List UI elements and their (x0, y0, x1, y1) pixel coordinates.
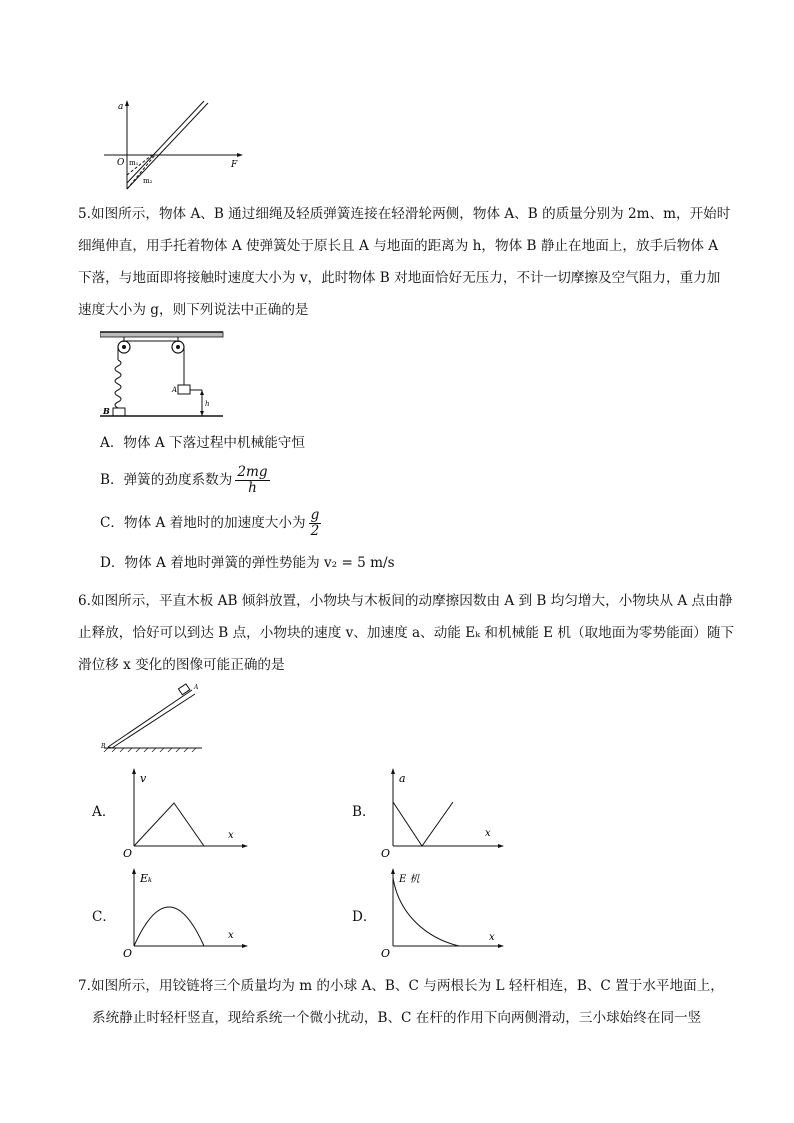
pulley-spring-figure (100, 330, 225, 420)
a-axis-label: a (118, 102, 124, 112)
graph-D-E-x (381, 866, 506, 962)
graph-B-a-x (381, 766, 506, 860)
q5-option-C-text: C．物体 A 着地时的加速度大小为 (100, 515, 306, 531)
q5-option-C (100, 508, 321, 539)
x-axis-label: x (228, 830, 234, 841)
q6-option-B-label: B． (352, 804, 376, 820)
origin-label: O (381, 947, 391, 960)
q5-option-C-fraction (309, 508, 322, 539)
a-F-graph (100, 95, 245, 190)
q5-line-4: 速度大小为 g，则下列说法中正确的是 (78, 302, 309, 318)
inclined-plank-figure (100, 682, 205, 752)
y-axis-label: a (399, 772, 406, 785)
y-axis-label: v (140, 772, 147, 785)
x-axis-label: x (489, 932, 495, 943)
q6-line-1: 6.如图所示，平直木板 AB 倾斜放置，小物块与木板间的动摩擦因数由 A 到 B 均匀增大，小物块从 A 点由静 (78, 593, 733, 609)
q5-option-C-num: g (310, 507, 320, 523)
q6-option-D-label: D． (352, 909, 377, 925)
x-axis-label: x (485, 828, 491, 839)
q5-line-1: 5.如图所示，物体 A、B 通过细绳及轻质弹簧连接在轻滑轮两侧，物体 A、B 的质量分别为 2m、m，开始时 (78, 206, 731, 222)
q5-line-3: 下落，与地面即将接触时速度大小为 v，此时物体 B 对地面恰好无压力，不计一切摩擦及空气阻力，重力加 (78, 270, 721, 286)
label-A: A (194, 684, 199, 691)
origin-label: O (123, 847, 133, 860)
label-B: B (101, 743, 106, 750)
graph-C-Ek-x (120, 866, 250, 962)
q6-line-3: 滑位移 x 变化的图像可能正确的是 (78, 657, 285, 673)
y-axis-label: E 机 (399, 874, 420, 885)
q5-option-B-num: 2mg (237, 464, 268, 480)
q5-option-B-den: h (248, 480, 257, 496)
origin-label: O (123, 947, 133, 960)
graph-A-v-x (120, 766, 250, 860)
label-B: B (103, 406, 110, 416)
label-h: h (205, 400, 210, 408)
m1-label: m₁ (129, 159, 139, 167)
q5-option-C-den: 2 (310, 523, 320, 539)
q5-option-A: A．物体 A 下落过程中机械能守恒 (100, 435, 305, 451)
q5-option-D: D．物体 A 着地时弹簧的弹性势能为 v₂ = 5 m/s (100, 555, 395, 571)
origin-label: O (117, 158, 125, 168)
q7-line-1: 7.如图所示，用铰链将三个质量均为 m 的小球 A、B、C 与两根长为 L 轻杆相连，B、C 置于水平地面上， (78, 978, 724, 994)
origin-label: O (381, 847, 391, 860)
m2-label: m₂ (143, 177, 153, 185)
x-axis-label: x (228, 930, 234, 941)
q7-line-2: 系统静止时轻杆竖直，现给系统一个微小扰动，B、C 在杆的作用下向两侧滑动，三小球始终在同一竖 (92, 1010, 702, 1026)
F-axis-label: F (231, 160, 238, 170)
q5-option-B-fraction (235, 465, 269, 496)
q5-option-B (100, 465, 270, 496)
q5-line-2: 细绳伸直，用手托着物体 A 使弹簧处于原长且 A 与地面的距离为 h，物体 B 静止在地面上，放手后物体 A (78, 238, 719, 254)
y-axis-label: Eₖ (140, 872, 153, 885)
q6-option-A-label: A． (92, 804, 116, 820)
q6-option-C-label: C． (92, 909, 116, 925)
q5-option-B-text: B．弹簧的劲度系数为 (100, 472, 233, 488)
q6-line-2: 止释放，恰好可以到达 B 点，小物块的速度 v、加速度 a、动能 Eₖ 和机械能 E 机（取地面为零势能面）随下 (78, 625, 735, 641)
label-A: A (172, 386, 178, 394)
